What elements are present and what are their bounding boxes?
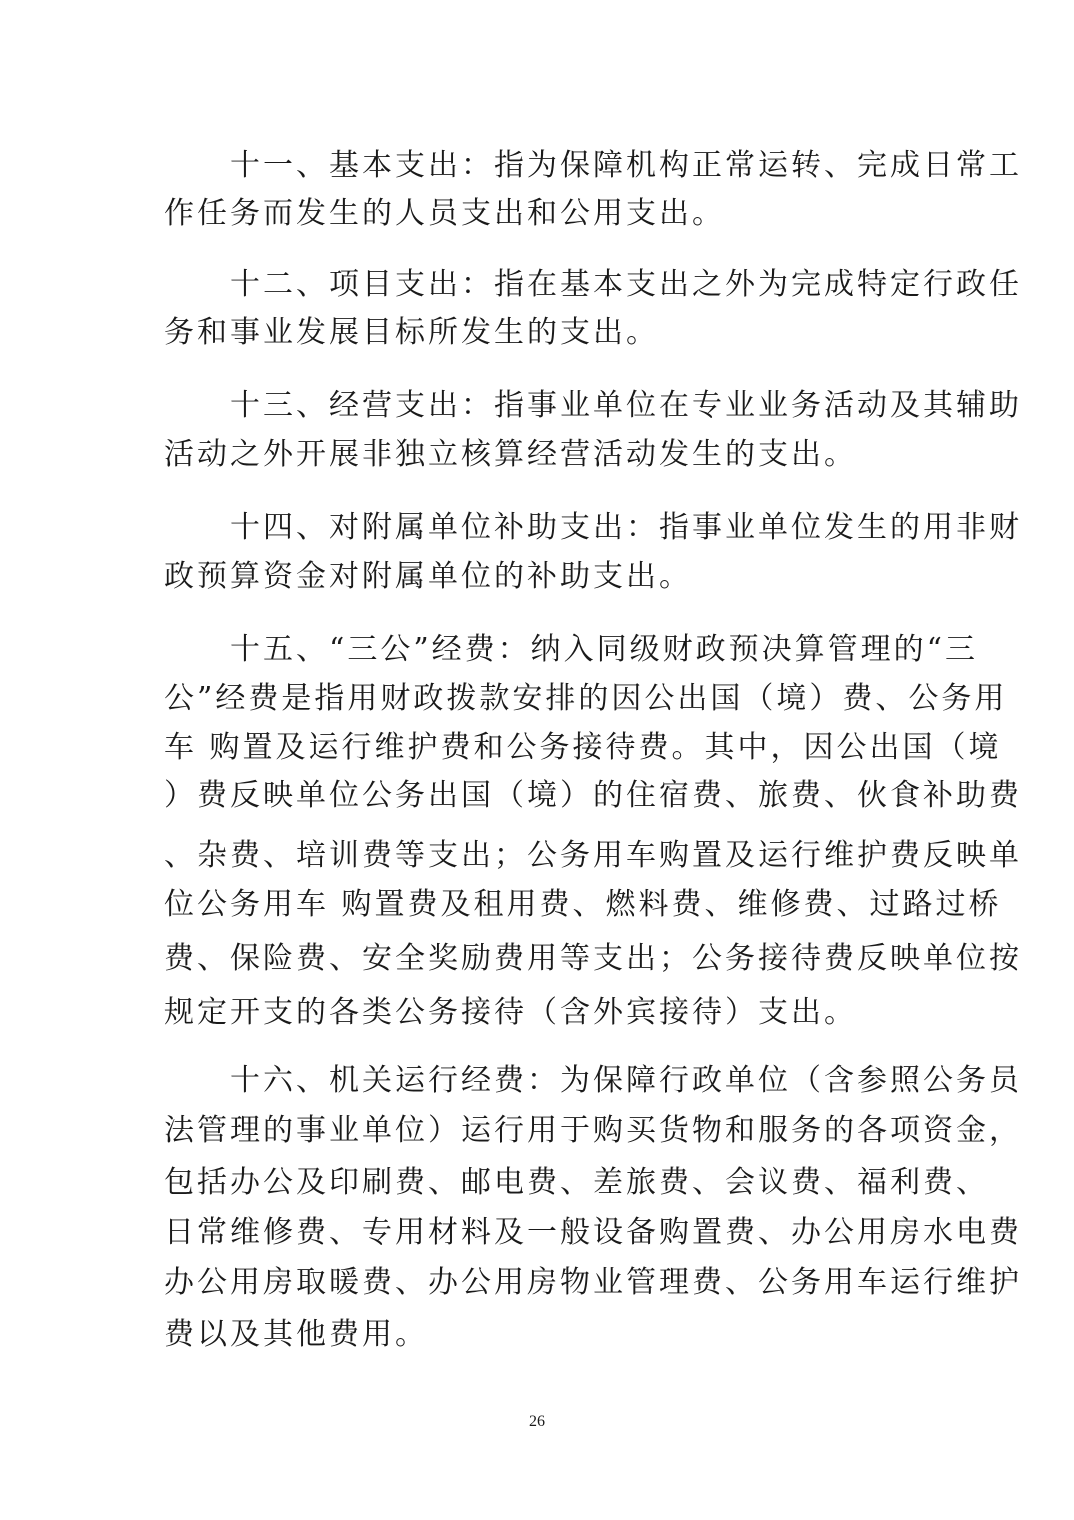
paragraph-line: 规定开支的各类公务接待（含外宾接待）支出。 — [164, 995, 857, 1030]
paragraph-line: 十六、机关运行经费：为保障行政单位（含参照公务员 — [164, 1063, 1022, 1098]
paragraph-line: 办公用房取暖费、办公用房物业管理费、公务用车运行维护 — [164, 1265, 1022, 1300]
paragraph-line: 务和事业发展目标所发生的支出。 — [164, 315, 659, 350]
paragraph-line: 法管理的事业单位）运行用于购买货物和服务的各项资金， — [164, 1113, 1022, 1148]
page-number: 26 — [529, 1413, 545, 1430]
paragraph-line: 作任务而发生的人员支出和公用支出。 — [164, 196, 725, 231]
paragraph-line: 活动之外开展非独立核算经营活动发生的支出。 — [164, 437, 857, 472]
paragraph-line: 十五、“三公”经费：纳入同级财政预决算管理的“三 — [164, 632, 979, 667]
paragraph-line: 十三、经营支出：指事业单位在专业业务活动及其辅助 — [164, 388, 1022, 423]
paragraph-line: 包括办公及印刷费、邮电费、差旅费、会议费、福利费、 — [164, 1165, 989, 1200]
paragraph-line: 政预算资金对附属单位的补助支出。 — [164, 559, 692, 594]
paragraph-line: 费以及其他费用。 — [164, 1317, 428, 1352]
paragraph-line: 十一、基本支出：指为保障机构正常运转、完成日常工 — [164, 148, 1022, 183]
paragraph-line: 公”经费是指用财政拨款安排的因公出国（境）费、公务用 — [164, 681, 1008, 716]
paragraph-line: 车 购置及运行维护费和公务接待费。其中，因公出国（境 — [164, 730, 1002, 765]
paragraph-line: ）费反映单位公务出国（境）的住宿费、旅费、伙食补助费 — [164, 778, 1022, 813]
paragraph-line: 日常维修费、专用材料及一般设备购置费、办公用房水电费 — [164, 1215, 1022, 1250]
paragraph-line: 位公务用车 购置费及租用费、燃料费、维修费、过路过桥 — [164, 887, 1002, 922]
paragraph-line: 十四、对附属单位补助支出：指事业单位发生的用非财 — [164, 510, 1022, 545]
paragraph-line: 费、保险费、安全奖励费用等支出；公务接待费反映单位按 — [164, 941, 1022, 976]
paragraph-line: 十二、项目支出：指在基本支出之外为完成特定行政任 — [164, 267, 1022, 302]
paragraph-line: 、杂费、培训费等支出；公务用车购置及运行维护费反映单 — [164, 838, 1022, 873]
